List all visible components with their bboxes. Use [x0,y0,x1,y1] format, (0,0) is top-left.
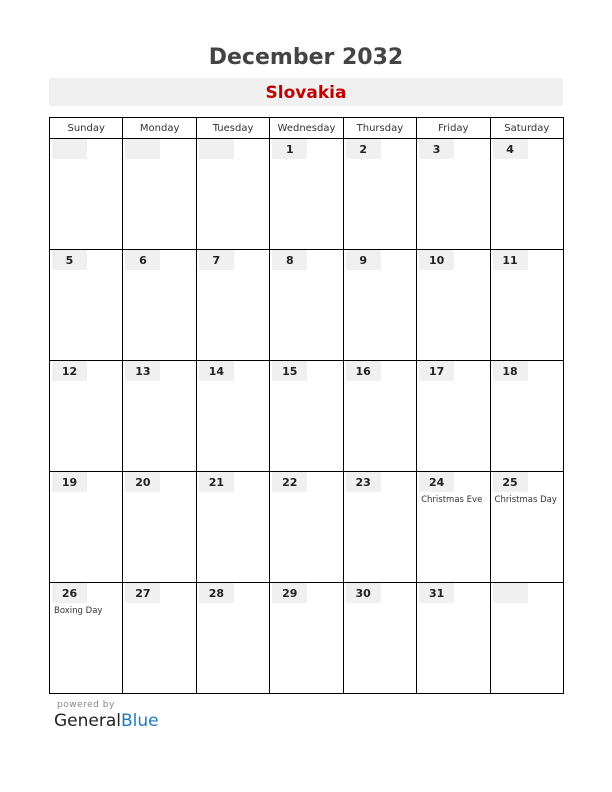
day-cell [343,472,416,583]
day-number: 2 [346,139,381,159]
day-number: 29 [272,583,307,603]
day-cell [270,472,343,583]
day-cell [490,361,563,472]
day-cell [417,139,490,250]
day-number: 4 [493,139,528,159]
day-number: 31 [419,583,454,603]
day-number: 26 [52,583,87,603]
generalblue-logo[interactable] [54,711,159,731]
day-cell [270,139,343,250]
day-cell [270,250,343,361]
brand-blue: Blue [121,711,159,731]
day-number: 19 [52,472,87,492]
weekday-saturday: Saturday [490,118,563,139]
day-number [52,139,87,159]
weekday-tuesday: Tuesday [196,118,269,139]
day-cell [343,361,416,472]
empty-day-cell [196,139,269,250]
day-number [125,139,160,159]
week-row [50,583,564,694]
day-number: 14 [199,361,234,381]
day-number: 15 [272,361,307,381]
day-cell [123,361,196,472]
day-number: 13 [125,361,160,381]
day-number [199,139,234,159]
holiday-label: Boxing Day [54,606,103,616]
day-number: 10 [419,250,454,270]
day-cell [50,361,123,472]
calendar-grid [49,117,564,694]
day-cell [50,472,123,583]
day-number: 8 [272,250,307,270]
empty-day-cell [123,139,196,250]
day-cell [343,139,416,250]
day-number: 21 [199,472,234,492]
day-cell [50,583,123,694]
holiday-label: Christmas Eve [421,495,483,505]
day-cell [417,472,490,583]
day-cell [343,250,416,361]
weekday-header-row [50,118,564,139]
day-number: 3 [419,139,454,159]
calendar-title: December 2032 [208,45,404,70]
country-banner [49,78,563,106]
day-number: 9 [346,250,381,270]
day-number: 5 [52,250,87,270]
day-cell [196,361,269,472]
day-number: 28 [199,583,234,603]
day-cell [343,583,416,694]
weekday-wednesday: Wednesday [270,118,343,139]
country-name: Slovakia [265,83,347,103]
day-number: 16 [346,361,381,381]
day-number: 1 [272,139,307,159]
day-cell [417,361,490,472]
weekday-monday: Monday [123,118,196,139]
day-number: 20 [125,472,160,492]
day-number: 27 [125,583,160,603]
day-number: 11 [493,250,528,270]
day-cell [123,583,196,694]
weekday-friday: Friday [417,118,490,139]
day-number: 12 [52,361,87,381]
day-cell [196,250,269,361]
week-row [50,139,564,250]
day-cell [123,472,196,583]
week-row [50,250,564,361]
day-cell [490,139,563,250]
day-number: 6 [125,250,160,270]
holiday-label: Christmas Day [494,495,557,505]
day-cell [490,472,563,583]
weekday-thursday: Thursday [343,118,416,139]
day-number: 24 [419,472,454,492]
day-cell [196,583,269,694]
day-cell [123,250,196,361]
day-number: 30 [346,583,381,603]
day-number: 17 [419,361,454,381]
brand-general: General [54,711,121,731]
day-number: 25 [493,472,528,492]
powered-by-label: powered by [57,700,115,710]
day-number: 22 [272,472,307,492]
day-cell [417,583,490,694]
day-number [493,583,528,603]
day-cell [270,583,343,694]
day-cell [417,250,490,361]
weekday-sunday: Sunday [50,118,123,139]
empty-day-cell [490,583,563,694]
day-cell [196,472,269,583]
week-row [50,361,564,472]
empty-day-cell [50,139,123,250]
day-number: 7 [199,250,234,270]
week-row [50,472,564,583]
day-number: 23 [346,472,381,492]
day-cell [490,250,563,361]
day-cell [50,250,123,361]
day-cell [270,361,343,472]
day-number: 18 [493,361,528,381]
